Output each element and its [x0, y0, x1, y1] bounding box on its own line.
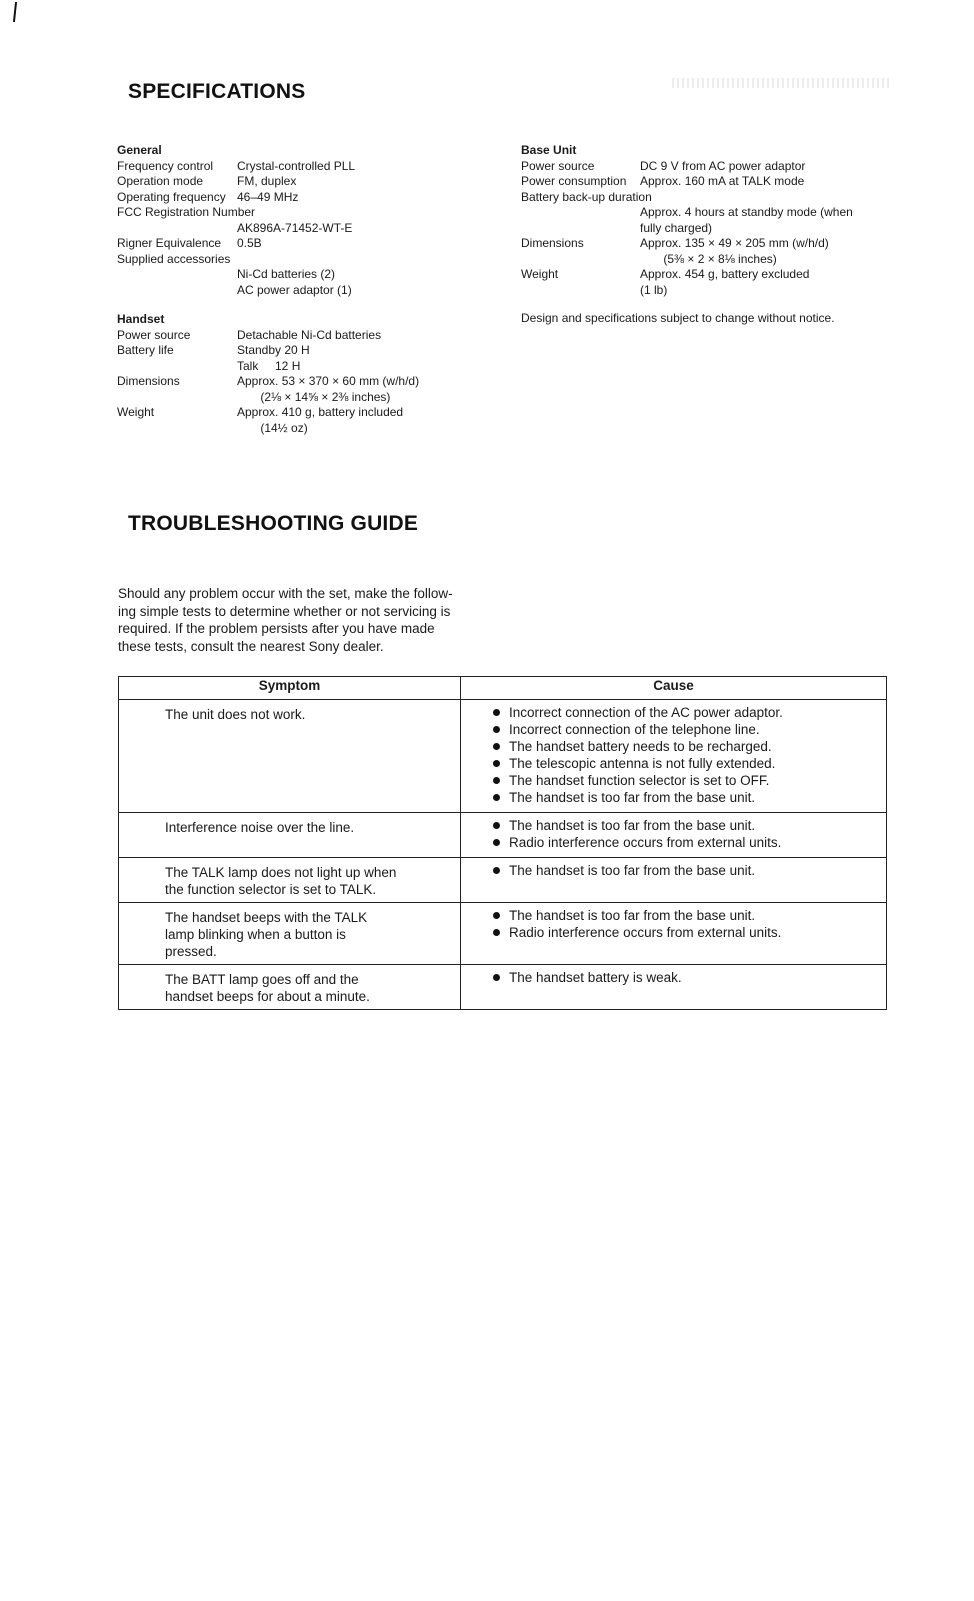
- spec-handset-rows: [117, 328, 497, 437]
- intro-line: Should any problem occur with the set, make the follow-: [118, 586, 453, 601]
- spec-label: Power source: [117, 327, 191, 342]
- spec-row: [117, 328, 497, 344]
- spec-general-heading: General: [117, 143, 162, 157]
- troubleshooting-title: TROUBLESHOOTING GUIDE: [128, 512, 419, 535]
- symptom-line: Interference noise over the line.: [165, 820, 355, 835]
- cause-item: The handset function selector is set to OFF.: [493, 772, 880, 789]
- cause-item: The handset is too far from the base unit.: [493, 862, 880, 879]
- spec-row: [117, 205, 497, 221]
- table-row: [119, 813, 887, 858]
- table-row: [119, 858, 887, 903]
- spec-label: Supplied accessories: [117, 251, 231, 266]
- spec-general: [117, 143, 497, 298]
- spec-value: (14½ oz): [237, 420, 308, 435]
- spec-value: 0.5B: [237, 236, 262, 250]
- cause-list: [493, 704, 880, 806]
- spec-handset-heading: Handset: [117, 312, 165, 326]
- spec-row: [521, 221, 941, 237]
- spec-row: [117, 159, 497, 175]
- spec-row: [117, 283, 497, 299]
- spec-value: Approx. 4 hours at standby mode (when: [640, 205, 853, 219]
- spec-handset: [117, 312, 497, 436]
- spec-value: AC power adaptor (1): [237, 282, 352, 297]
- cause-item: Radio interference occurs from external units.: [493, 834, 880, 851]
- cause-cell: [461, 858, 887, 903]
- spec-label: Rigner Equivalence: [117, 236, 222, 250]
- spec-label: Power consumption: [521, 174, 627, 188]
- cause-cell: [461, 965, 887, 1010]
- spec-value: FM, duplex: [237, 174, 297, 188]
- symptom-cell: [119, 700, 461, 813]
- cause-item: The handset is too far from the base unit.: [493, 817, 880, 834]
- symptom-cell: [119, 903, 461, 965]
- spec-label: Battery back-up duration: [521, 189, 652, 204]
- spec-row: [521, 159, 941, 175]
- cause-item: The handset battery needs to be recharged.: [493, 738, 880, 755]
- symptom-line: lamp blinking when a button is: [165, 927, 346, 942]
- cause-cell: [461, 903, 887, 965]
- spec-row: [521, 236, 941, 252]
- corner-crop-mark: [13, 2, 17, 22]
- spec-value: fully charged): [640, 220, 713, 235]
- spec-label: Weight: [117, 405, 155, 419]
- cause-list: [493, 969, 880, 986]
- spec-row: [117, 405, 497, 421]
- symptom-line: the function selector is set to TALK.: [165, 882, 377, 897]
- symptom-line: pressed.: [165, 944, 217, 959]
- spec-row: [117, 174, 497, 190]
- table-header-row: [119, 677, 887, 700]
- cause-list: [493, 817, 880, 851]
- spec-label: Operation mode: [117, 174, 204, 188]
- spec-label: Power source: [521, 158, 595, 173]
- table-row: [119, 965, 887, 1010]
- spec-value: (5⅜ × 2 × 8⅛ inches): [640, 251, 777, 266]
- spec-row: [521, 190, 941, 206]
- symptom-cell: [119, 965, 461, 1010]
- intro-line: ing simple tests to determine whether or not servicing is: [118, 603, 451, 619]
- troubleshooting-table: [118, 676, 887, 1010]
- cause-cell: [461, 813, 887, 858]
- symptom-line: The unit does not work.: [165, 707, 306, 722]
- cause-list: [493, 862, 880, 879]
- spec-row: [117, 221, 497, 237]
- troubleshooting-table-body: [119, 700, 887, 1010]
- table-row: [119, 903, 887, 965]
- cause-item: The handset is too far from the base unit.: [493, 907, 880, 924]
- cause-item: The handset battery is weak.: [493, 969, 880, 986]
- spec-label: Weight: [521, 267, 559, 281]
- cause-item: The telescopic antenna is not fully extended.: [493, 755, 880, 772]
- cause-header: Cause: [461, 677, 887, 700]
- spec-value: Detachable Ni-Cd batteries: [237, 327, 382, 342]
- spec-row: [117, 343, 497, 359]
- spec-value: Approx. 53 × 370 × 60 mm (w/h/d): [237, 374, 420, 388]
- specifications-title: SPECIFICATIONS: [128, 80, 306, 103]
- spec-value: (1 lb): [640, 282, 668, 297]
- spec-value: Approx. 160 mA at TALK mode: [640, 174, 805, 188]
- cause-item: Incorrect connection of the AC power adaptor.: [493, 704, 880, 721]
- spec-value: 46–49 MHz: [237, 189, 299, 204]
- table-row: [119, 700, 887, 813]
- spec-value: DC 9 V from AC power adaptor: [640, 158, 806, 173]
- symptom-line: The BATT lamp goes off and the: [165, 972, 359, 987]
- spec-label: Dimensions: [117, 374, 180, 388]
- symptom-line: The handset beeps with the TALK: [165, 910, 368, 925]
- spec-label: Dimensions: [521, 236, 584, 250]
- cause-cell: [461, 700, 887, 813]
- spec-value: Approx. 454 g, battery excluded: [640, 267, 810, 281]
- intro-line: these tests, consult the nearest Sony dealer.: [118, 638, 384, 654]
- spec-notice: Design and specifications subject to change without notice.: [521, 311, 835, 325]
- spec-value: Crystal-controlled PLL: [237, 158, 356, 173]
- spec-label: Battery life: [117, 343, 174, 357]
- spec-base-unit: [521, 143, 941, 298]
- spec-row: [117, 374, 497, 390]
- spec-base-unit-heading: Base Unit: [521, 143, 577, 157]
- scan-noise: [672, 78, 890, 88]
- cause-item: Radio interference occurs from external units.: [493, 924, 880, 941]
- spec-row: [521, 174, 941, 190]
- spec-row: [117, 421, 497, 437]
- symptom-line: The TALK lamp does not light up when: [165, 865, 397, 880]
- spec-row: [117, 390, 497, 406]
- spec-value: Standby 20 H: [237, 343, 310, 357]
- symptom-header: Symptom: [119, 677, 461, 700]
- spec-label: Frequency control: [117, 158, 214, 173]
- spec-row: [117, 267, 497, 283]
- spec-row: [521, 267, 941, 283]
- symptom-cell: [119, 858, 461, 903]
- spec-row: [117, 252, 497, 268]
- cause-list: [493, 907, 880, 941]
- intro-line: required. If the problem persists after you have made: [118, 621, 435, 636]
- spec-value: AK896A-71452-WT-E: [237, 220, 353, 235]
- spec-value: Approx. 135 × 49 × 205 mm (w/h/d): [640, 236, 829, 250]
- spec-row: [521, 283, 941, 299]
- spec-value: (2⅛ × 14⅝ × 2⅜ inches): [237, 389, 391, 404]
- symptom-line: handset beeps for about a minute.: [165, 989, 370, 1004]
- symptom-cell: [119, 813, 461, 858]
- troubleshooting-intro: [118, 585, 483, 655]
- spec-base-unit-rows: [521, 159, 941, 299]
- spec-row: [117, 236, 497, 252]
- cause-item: Incorrect connection of the telephone line.: [493, 721, 880, 738]
- spec-value: Ni-Cd batteries (2): [237, 267, 336, 281]
- spec-label: FCC Registration Number: [117, 205, 256, 219]
- spec-general-rows: [117, 159, 497, 299]
- cause-item: The handset is too far from the base unit.: [493, 789, 880, 806]
- spec-label: Operating frequency: [117, 189, 226, 204]
- spec-row: [521, 252, 941, 268]
- spec-row: [117, 190, 497, 206]
- spec-value: Approx. 410 g, battery included: [237, 405, 404, 419]
- spec-value: Talk 12 H: [237, 358, 301, 373]
- spec-row: [521, 205, 941, 221]
- spec-row: [117, 359, 497, 375]
